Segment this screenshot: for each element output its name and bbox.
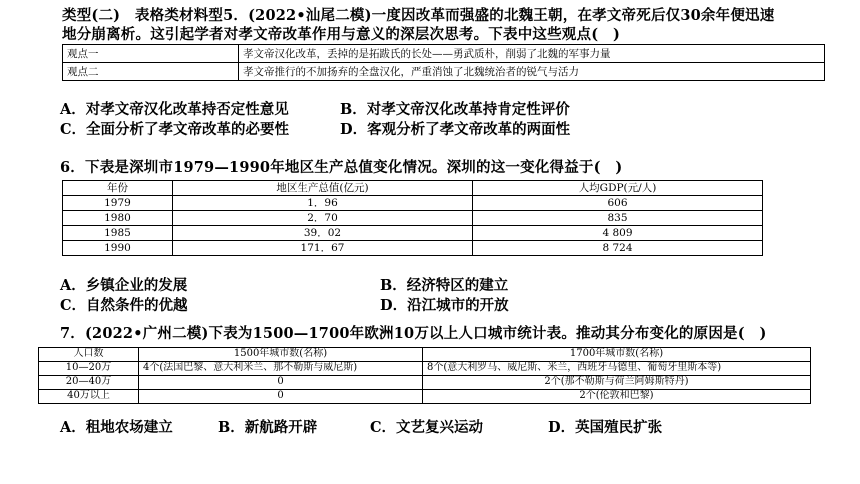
q6-option-a[interactable]: A．乡镇企业的发展 [60, 277, 188, 294]
table-row [63, 226, 763, 241]
table-row [39, 390, 811, 404]
per-capita-cell: 835 [473, 211, 763, 226]
per-capita-cell: 4 809 [473, 226, 763, 241]
q5-stem-line2: 地分崩离析。这引起学者对孝文帝改革作用与意义的深层次思考。下表中这些观点( ) [62, 26, 621, 43]
per-capita-cell: 8 724 [473, 241, 763, 256]
year-cell: 1980 [63, 211, 173, 226]
table-row [63, 241, 763, 256]
table-row [39, 362, 811, 376]
q7-option-a[interactable]: A．租地农场建立 [60, 419, 173, 436]
q5-option-b[interactable]: B．对孝文帝汉化改革持肯定性评价 [340, 101, 570, 118]
population-cell: 40万以上 [39, 390, 139, 404]
q5-option-d[interactable]: D．客观分析了孝文帝改革的两面性 [340, 121, 571, 138]
q5-viewpoint-table [62, 44, 825, 81]
table-header-row [63, 181, 763, 196]
viewpoint-label: 观点二 [63, 63, 239, 81]
table-row [63, 196, 763, 211]
city-1700-cell: 2个(伦敦和巴黎) [423, 390, 811, 404]
city-1500-cell: 0 [139, 376, 423, 390]
gdp-cell: 1．96 [173, 196, 473, 211]
column-header: 1500年城市数(名称) [139, 348, 423, 362]
table-row [39, 376, 811, 390]
q5-stem-line1: 类型(二) 表格类材料型5．(2022•汕尾二模)一度因改革而强盛的北魏王朝，在孝文帝死后仅30余年便迅速 [62, 7, 775, 24]
gdp-cell: 2．70 [173, 211, 473, 226]
city-1700-cell: 8个(意大利罗马、威尼斯、米兰，西班牙马德里、葡萄牙里斯本等) [423, 362, 811, 376]
q7-option-b[interactable]: B．新航路开辟 [218, 419, 318, 436]
column-header: 人口数 [39, 348, 139, 362]
gdp-cell: 39．02 [173, 226, 473, 241]
city-1500-cell: 4个(法国巴黎、意大利米兰、那不勒斯与威尼斯) [139, 362, 423, 376]
column-header: 地区生产总值(亿元) [173, 181, 473, 196]
column-header: 1700年城市数(名称) [423, 348, 811, 362]
q7-option-d[interactable]: D．英国殖民扩张 [548, 419, 663, 436]
population-cell: 20—40万 [39, 376, 139, 390]
q6-stem: 6．下表是深圳市1979—1990年地区生产总值变化情况。深圳的这一变化得益于( ) [60, 159, 623, 176]
city-1700-cell: 2个(那不勒斯与荷兰阿姆斯特丹) [423, 376, 811, 390]
column-header: 人均GDP(元/人) [473, 181, 763, 196]
q6-option-d[interactable]: D．沿江城市的开放 [380, 297, 509, 314]
table-row [63, 211, 763, 226]
table-row [63, 63, 825, 81]
q6-option-b[interactable]: B．经济特区的建立 [380, 277, 509, 294]
viewpoint-text: 孝文帝汉化改革，丢掉的是拓跋氏的长处——勇武质朴，削弱了北魏的军事力量 [239, 45, 825, 63]
population-cell: 10—20万 [39, 362, 139, 376]
viewpoint-label: 观点一 [63, 45, 239, 63]
column-header: 年份 [63, 181, 173, 196]
year-cell: 1990 [63, 241, 173, 256]
q7-city-table [38, 347, 811, 404]
q6-option-c[interactable]: C．自然条件的优越 [60, 297, 188, 314]
q5-option-a[interactable]: A．对孝文帝汉化改革持否定性意见 [60, 101, 289, 118]
year-cell: 1985 [63, 226, 173, 241]
q7-option-c[interactable]: C．文艺复兴运动 [370, 419, 484, 436]
q5-option-c[interactable]: C．全面分析了孝文帝改革的必要性 [60, 121, 290, 138]
city-1500-cell: 0 [139, 390, 423, 404]
year-cell: 1979 [63, 196, 173, 211]
viewpoint-text: 孝文帝推行的不加扬弃的全盘汉化，严重消蚀了北魏统治者的锐气与活力 [239, 63, 825, 81]
q7-stem: 7．(2022•广州二模)下表为1500—1700年欧洲10万以上人口城市统计表。推动其分布变化的原因是( ) [60, 325, 767, 342]
gdp-cell: 171．67 [173, 241, 473, 256]
per-capita-cell: 606 [473, 196, 763, 211]
table-row [63, 45, 825, 63]
table-header-row [39, 348, 811, 362]
q6-gdp-table [62, 180, 763, 256]
